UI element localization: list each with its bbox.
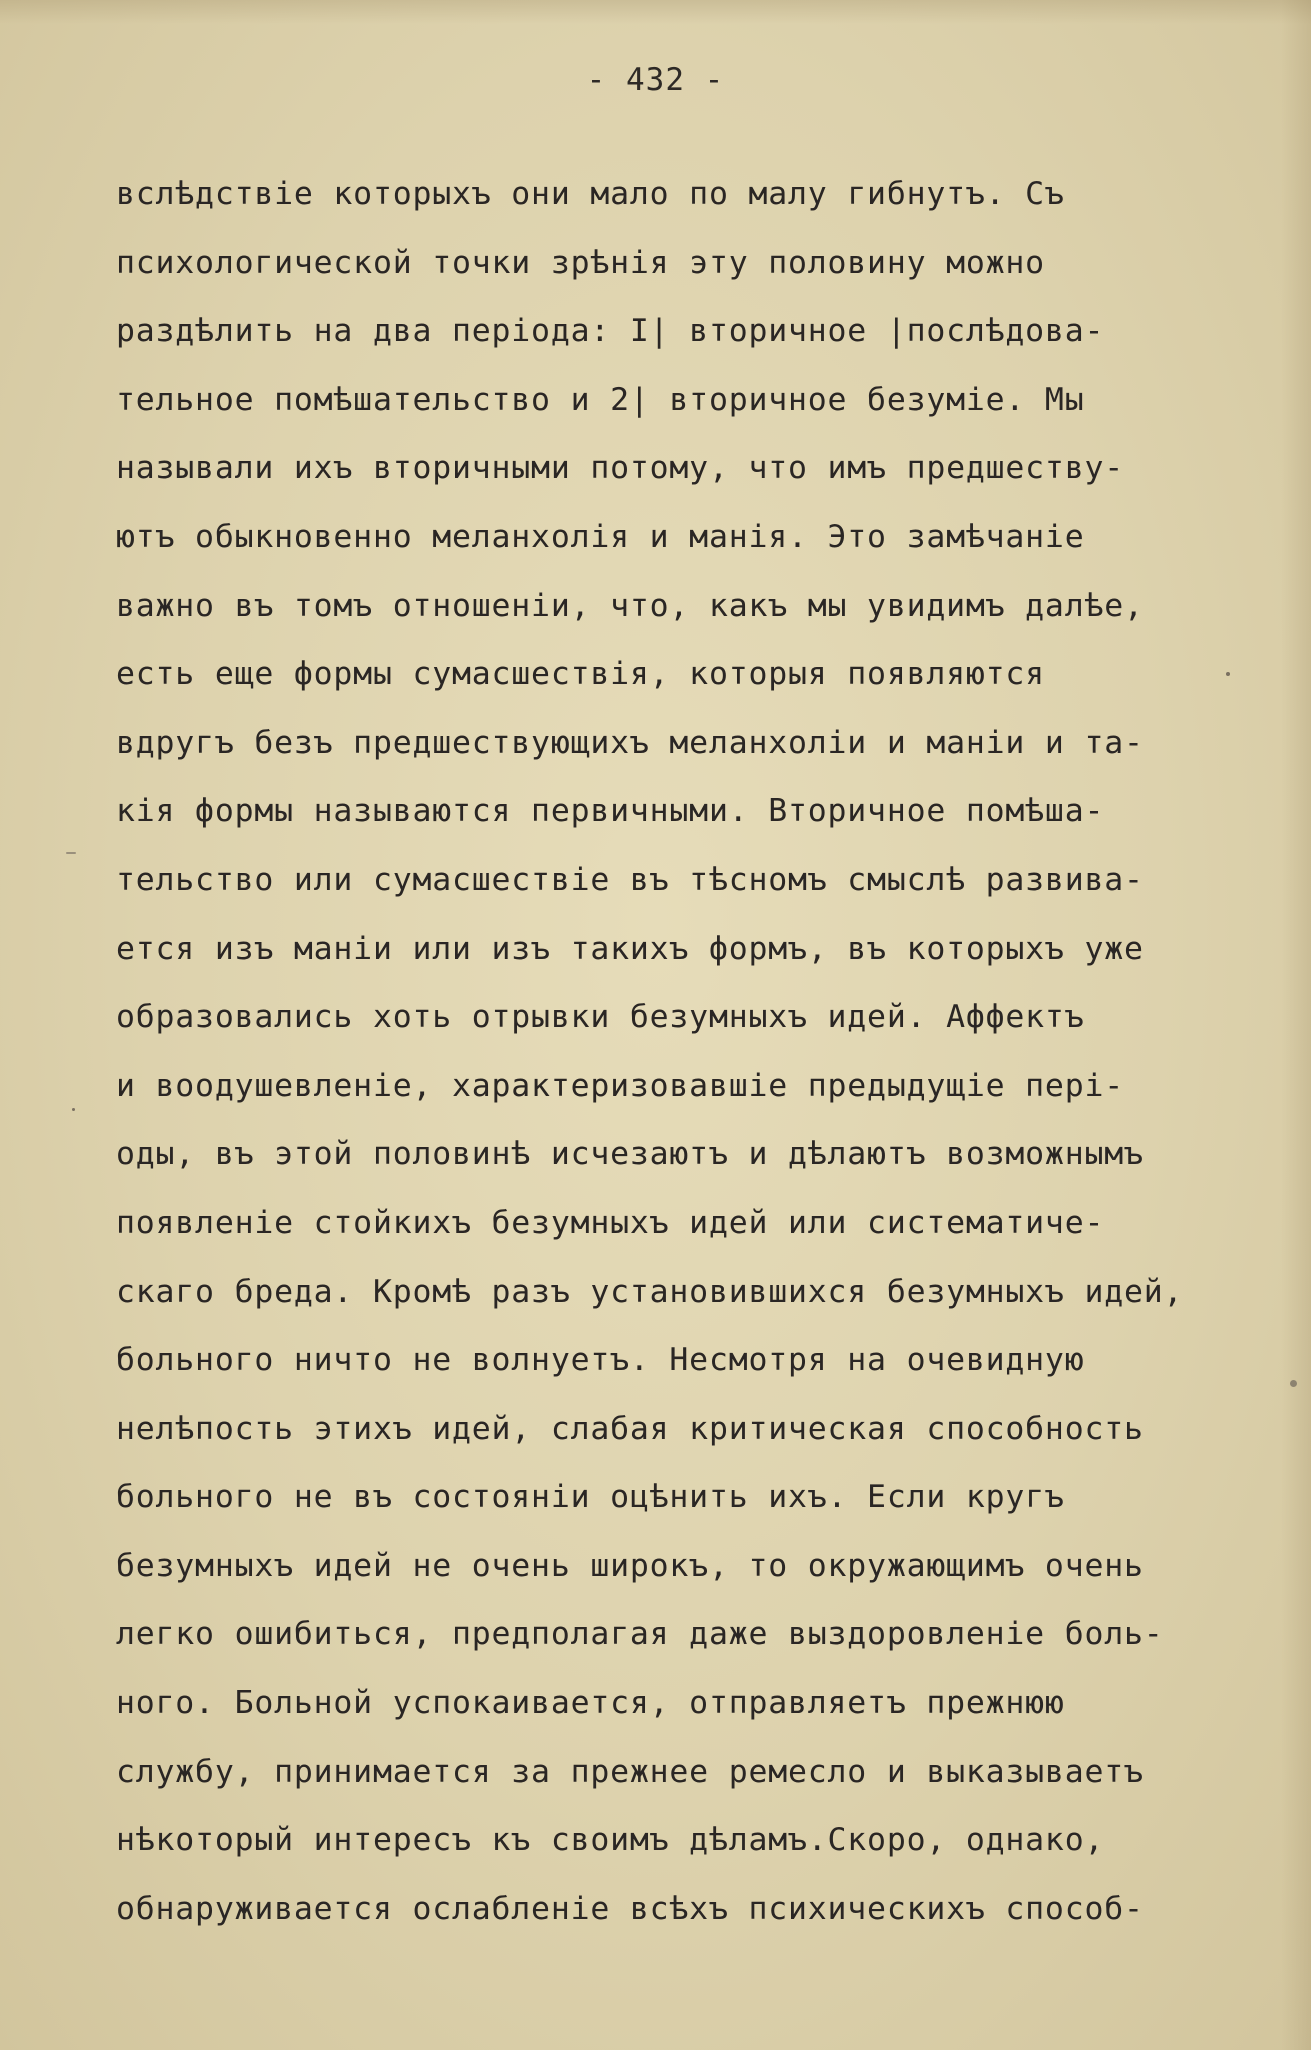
text-line: безумныхъ идей не очень широкъ, то окружающимъ очень xyxy=(116,1547,1144,1584)
ink-speck xyxy=(1290,1380,1297,1387)
text-line: образовались хоть отрывки безумныхъ идей. Аффектъ xyxy=(116,999,1085,1036)
text-line: ютъ обыкновенно меланхолія и манія. Это замѣчаніе xyxy=(116,518,1085,555)
typewritten-text-body xyxy=(116,160,1256,1943)
text-line: ется изъ маніи или изъ такихъ формъ, въ которыхъ уже xyxy=(116,930,1144,967)
text-line: тельное помѣшательство и 2| вторичное безуміе. Мы xyxy=(116,381,1085,418)
text-line: кія формы называются первичными. Вторичное помѣша- xyxy=(116,793,1105,830)
text-line: скаго бреда. Кромѣ разъ установившихся безумныхъ идей, xyxy=(116,1273,1184,1310)
ink-speck xyxy=(72,1108,75,1111)
text-line: психологической точки зрѣнія эту половину можно xyxy=(116,244,1045,281)
text-line: больного ничто не волнуетъ. Несмотря на очевидную xyxy=(116,1342,1085,1379)
text-line: вдругъ безъ предшествующихъ меланхоліи и маніи и та- xyxy=(116,724,1144,761)
text-line: ного. Больной успокаивается, отправляетъ прежнюю xyxy=(116,1685,1065,1722)
text-line: больного не въ состояніи оцѣнить ихъ. Если кругъ xyxy=(116,1479,1065,1516)
text-line: важно въ томъ отношеніи, что, какъ мы увидимъ далѣе, xyxy=(116,587,1144,624)
text-line: появленіе стойкихъ безумныхъ идей или систематиче- xyxy=(116,1204,1105,1241)
text-line: и воодушевленіе, характеризовавшіе предыдущіе пері- xyxy=(116,1067,1124,1104)
page-shadow-top xyxy=(0,0,1311,24)
text-line: тельство или сумасшествіе въ тѣсномъ смыслѣ развива- xyxy=(116,861,1144,898)
text-line: оды, въ этой половинѣ исчезаютъ и дѣлаютъ возможнымъ xyxy=(116,1136,1144,1173)
ink-speck xyxy=(1226,672,1230,676)
text-line: называли ихъ вторичными потому, что имъ предшеству- xyxy=(116,450,1124,487)
text-line: вслѣдствіе которыхъ они мало по малу гибнутъ. Съ xyxy=(116,176,1065,212)
text-line: обнаруживается ослабленіе всѣхъ психическихъ способ- xyxy=(116,1890,1144,1927)
text-line: есть еще формы сумасшествія, которыя появляются xyxy=(116,656,1045,693)
ink-speck xyxy=(66,852,76,854)
text-line: нѣкоторый интересъ къ своимъ дѣламъ.Скоро, однако, xyxy=(116,1822,1105,1859)
text-line: раздѣлить на два періода: I| вторичное |послѣдова- xyxy=(116,313,1105,350)
page-number: - 432 - xyxy=(586,62,725,98)
text-line: службу, принимается за прежнее ремесло и выказываетъ xyxy=(116,1753,1144,1790)
page-shadow-right xyxy=(1281,0,1311,2050)
text-line: нелѣпость этихъ идей, слабая критическая способность xyxy=(116,1410,1144,1447)
text-line: легко ошибиться, предполагая даже выздоровленіе боль- xyxy=(116,1616,1164,1653)
